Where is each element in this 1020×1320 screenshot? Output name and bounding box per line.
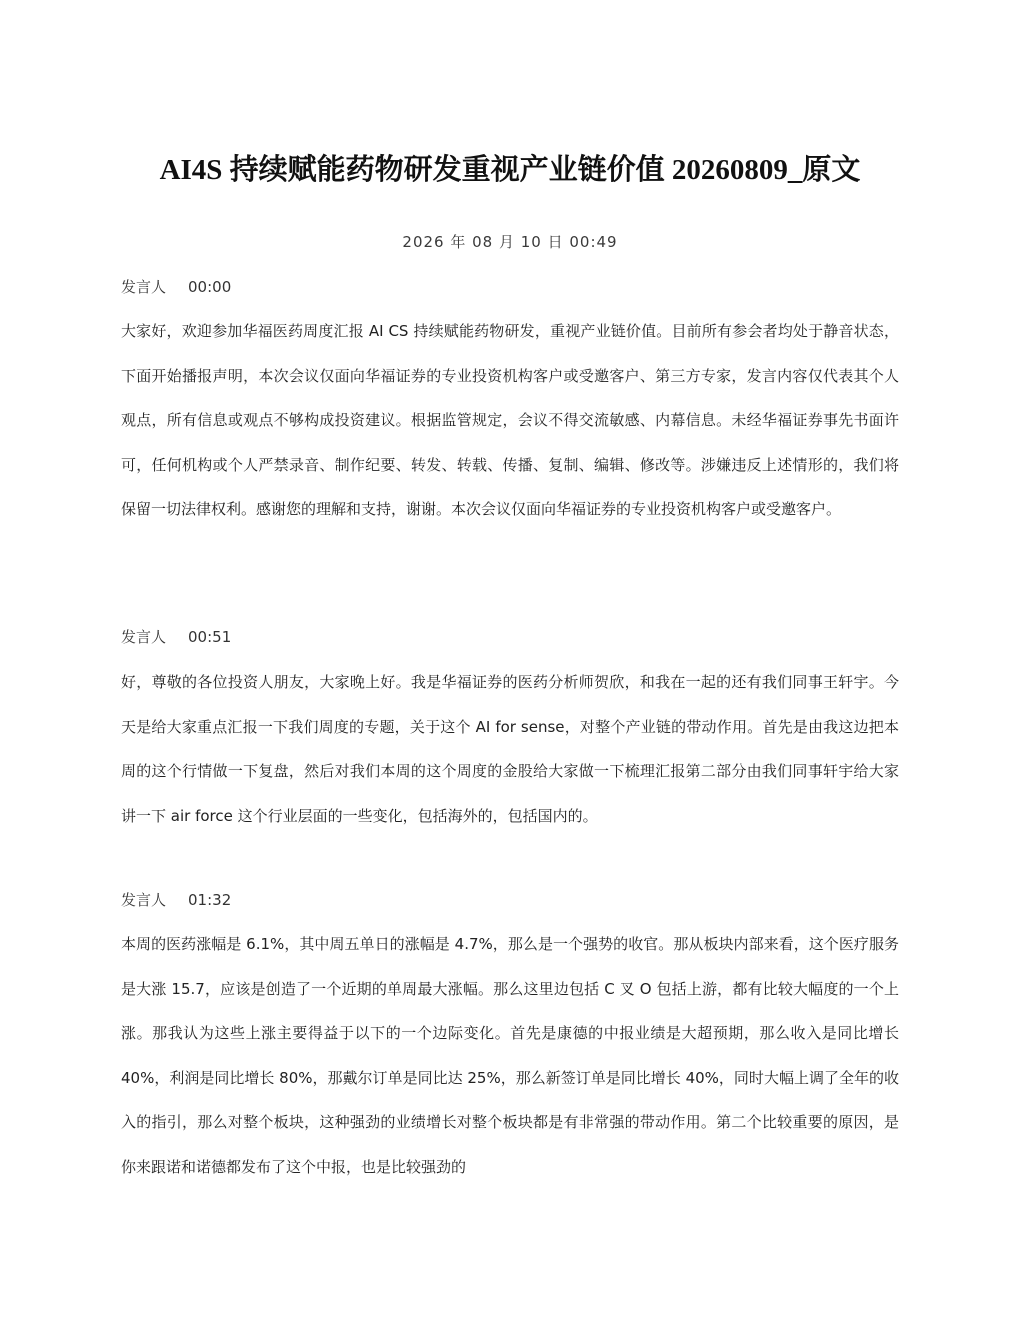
speaker-name: 发言人 [121,891,167,909]
speaker-timestamp: 01:32 [188,891,232,909]
speaker-timestamp: 00:51 [188,628,232,646]
speaker-header [121,626,231,648]
speaker-header [121,889,231,911]
speaker-timestamp: 00:00 [188,278,232,296]
speaker-header [121,276,231,298]
transcript-paragraph: 好，尊敬的各位投资人朋友，大家晚上好。我是华福证券的医药分析师贺欣，和我在一起的还有我们同事王轩宇。今天是给大家重点汇报一下我们周度的专题，关于这个 AI for sense，对整个产业链的带动作用。首先是由我这边把本周的这个行情做一下复盘，然后对我们本周的这个周度的金股给大家做一下梳理汇报第二部分由我们同事轩宇给大家讲一下 air force 这个行业层面的一些变化，包括海外的，包括国内的。 [121,673,899,825]
document-title: AI4S 持续赋能药物研发重视产业链价值 20260809_原文 [159,154,861,186]
transcript-paragraph: 大家好，欢迎参加华福医药周度汇报 AI CS 持续赋能药物研发，重视产业链价值。目前所有参会者均处于静音状态，下面开始播报声明，本次会议仅面向华福证券的专业投资机构客户或受邀客户、第三方专家，发言内容仅代表其个人观点，所有信息或观点不够构成投资建议。根据监管规定，会议不得交流敏感、内幕信息。未经华福证券事先书面许可，任何机构或个人严禁录音、制作纪要、转发、转载、传播、复制、编辑、修改等。涉嫌违反上述情形的，我们将保留一切法律权利。感谢您的理解和支持，谢谢。本次会议仅面向华福证券的专业投资机构客户或受邀客户。 [121,322,899,518]
speaker-name: 发言人 [121,628,167,646]
transcript-paragraph: 本周的医药涨幅是 6.1%，其中周五单日的涨幅是 4.7%，那么是一个强势的收官。那从板块内部来看，这个医疗服务是大涨 15.7，应该是创造了一个近期的单周最大涨幅。那么这里边包括 C 叉 O 包括上游，都有比较大幅度的一个上涨。那我认为这些上涨主要得益于以下的一个边际变化。首先是康德的中报业绩是大超预期，那么收入是同比增长 40%，利润是同比增长 80%，那戴尔订单是同比达 25%，那么新签订单是同比增长 40%，同时大幅上调了全年的收入的指引，那么对整个板块，这种强劲的业绩增长对整个板块都是有非常强的带动作用。第二个比较重要的原因，是你来跟诺和诺德都发布了这个中报，也是比较强劲的 [121,935,899,1176]
speaker-name: 发言人 [121,278,167,296]
document-date: 2026 年 08 月 10 日 00:49 [402,233,618,251]
